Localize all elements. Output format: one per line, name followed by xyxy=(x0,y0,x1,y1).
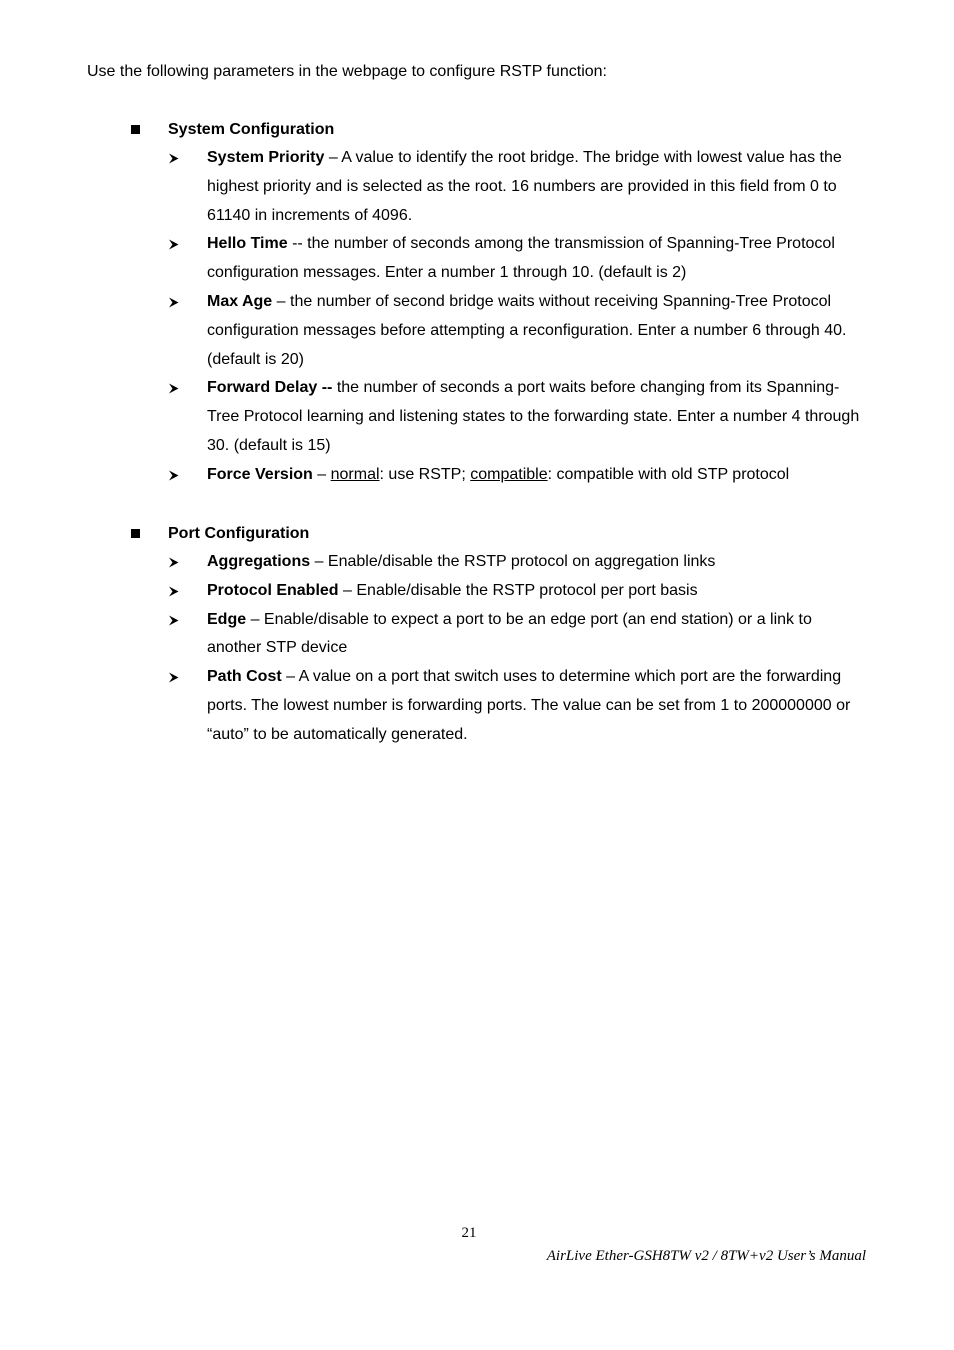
arrow-bullet-icon xyxy=(168,461,182,490)
section-header xyxy=(0,115,954,144)
description-part-2: : compatible with old STP protocol xyxy=(547,465,790,483)
normal-keyword: normal xyxy=(330,465,380,483)
compatible-keyword: compatible xyxy=(470,465,548,483)
term: Force Version xyxy=(207,465,313,483)
term: Hello Time xyxy=(207,235,288,253)
arrow-bullet-icon xyxy=(168,288,182,317)
term: Max Age xyxy=(207,292,273,310)
description-part-1: : use RSTP; xyxy=(379,465,471,483)
description: the number of second bridge waits without receiving Spanning-Tree Protocol configuration messages before attempting a reconfiguration. Enter a number 6 through 40. (default is 20) xyxy=(207,292,847,368)
description: A value to identify the root bridge. The bridge with lowest value has the highest priority and is selected as the root. 16 numbers are provided in this field from 0 to 61140 in increments of 4096. xyxy=(207,149,842,224)
arrow-bullet-icon xyxy=(168,374,182,403)
section-header xyxy=(0,519,954,548)
arrow-bullet-icon xyxy=(168,577,182,606)
port-configuration-section xyxy=(0,519,954,750)
list-item-protocol-enabled xyxy=(0,577,867,606)
square-bullet-icon xyxy=(131,125,140,134)
list-item-path-cost xyxy=(0,663,867,749)
arrow-bullet-icon xyxy=(168,230,182,259)
list-item-hello-time xyxy=(0,230,867,288)
parameter-list xyxy=(0,144,954,490)
list-item-max-age xyxy=(0,288,867,374)
page-number: 21 xyxy=(461,1225,477,1241)
description: Enable/disable the RSTP protocol on aggregation links xyxy=(327,553,716,570)
arrow-bullet-icon xyxy=(168,144,182,173)
manual-title: AirLive Ether-GSH8TW v2 / 8TW+v2 User’s Manual xyxy=(546,1248,866,1264)
separator: – xyxy=(310,553,328,570)
description: the number of seconds a port waits before changing from its Spanning-Tree Protocol learning and listening states to the forwarding state. Enter a number 4 through 30. (default is 15) xyxy=(207,379,860,454)
term: Path Cost xyxy=(207,668,282,686)
term: Forward Delay -- xyxy=(207,379,333,397)
section-title: System Configuration xyxy=(168,121,335,138)
system-configuration-section xyxy=(0,115,954,490)
arrow-bullet-icon xyxy=(168,548,182,577)
arrow-bullet-icon xyxy=(168,606,182,635)
square-bullet-icon xyxy=(131,529,140,538)
description: Enable/disable to expect a port to be an edge port (an end station) or a link to another STP device xyxy=(207,610,812,657)
separator: – xyxy=(246,610,264,628)
list-item-force-version xyxy=(0,461,867,490)
list-item-edge xyxy=(0,606,867,664)
list-item-system-priority xyxy=(0,144,867,230)
arrow-bullet-icon xyxy=(168,663,182,692)
separator: – xyxy=(324,149,342,166)
list-item-forward-delay xyxy=(0,374,867,460)
separator: -- xyxy=(287,235,308,253)
term: Edge xyxy=(207,610,247,628)
list-item-aggregations xyxy=(0,548,867,577)
separator: – xyxy=(312,465,331,483)
separator: – xyxy=(338,581,357,599)
term: Aggregations xyxy=(207,553,311,570)
description: A value on a port that switch uses to determine which port are the forwarding ports. The lowest number is forwarding ports. The value can be set from 1 to 200000000 or “auto” to be automatically generated. xyxy=(207,668,851,743)
intro-paragraph: Use the following parameters in the webpage to configure RSTP function: xyxy=(87,63,607,80)
description: Enable/disable the RSTP protocol per port basis xyxy=(356,581,698,599)
term: Protocol Enabled xyxy=(207,581,339,599)
parameter-list xyxy=(0,548,954,750)
section-title: Port Configuration xyxy=(168,525,310,542)
term: System Priority xyxy=(207,149,325,166)
separator: – xyxy=(281,668,299,686)
description: the number of seconds among the transmission of Spanning-Tree Protocol configuration messages. Enter a number 1 through 10. (default is 2) xyxy=(207,235,835,282)
separator: – xyxy=(272,292,290,310)
